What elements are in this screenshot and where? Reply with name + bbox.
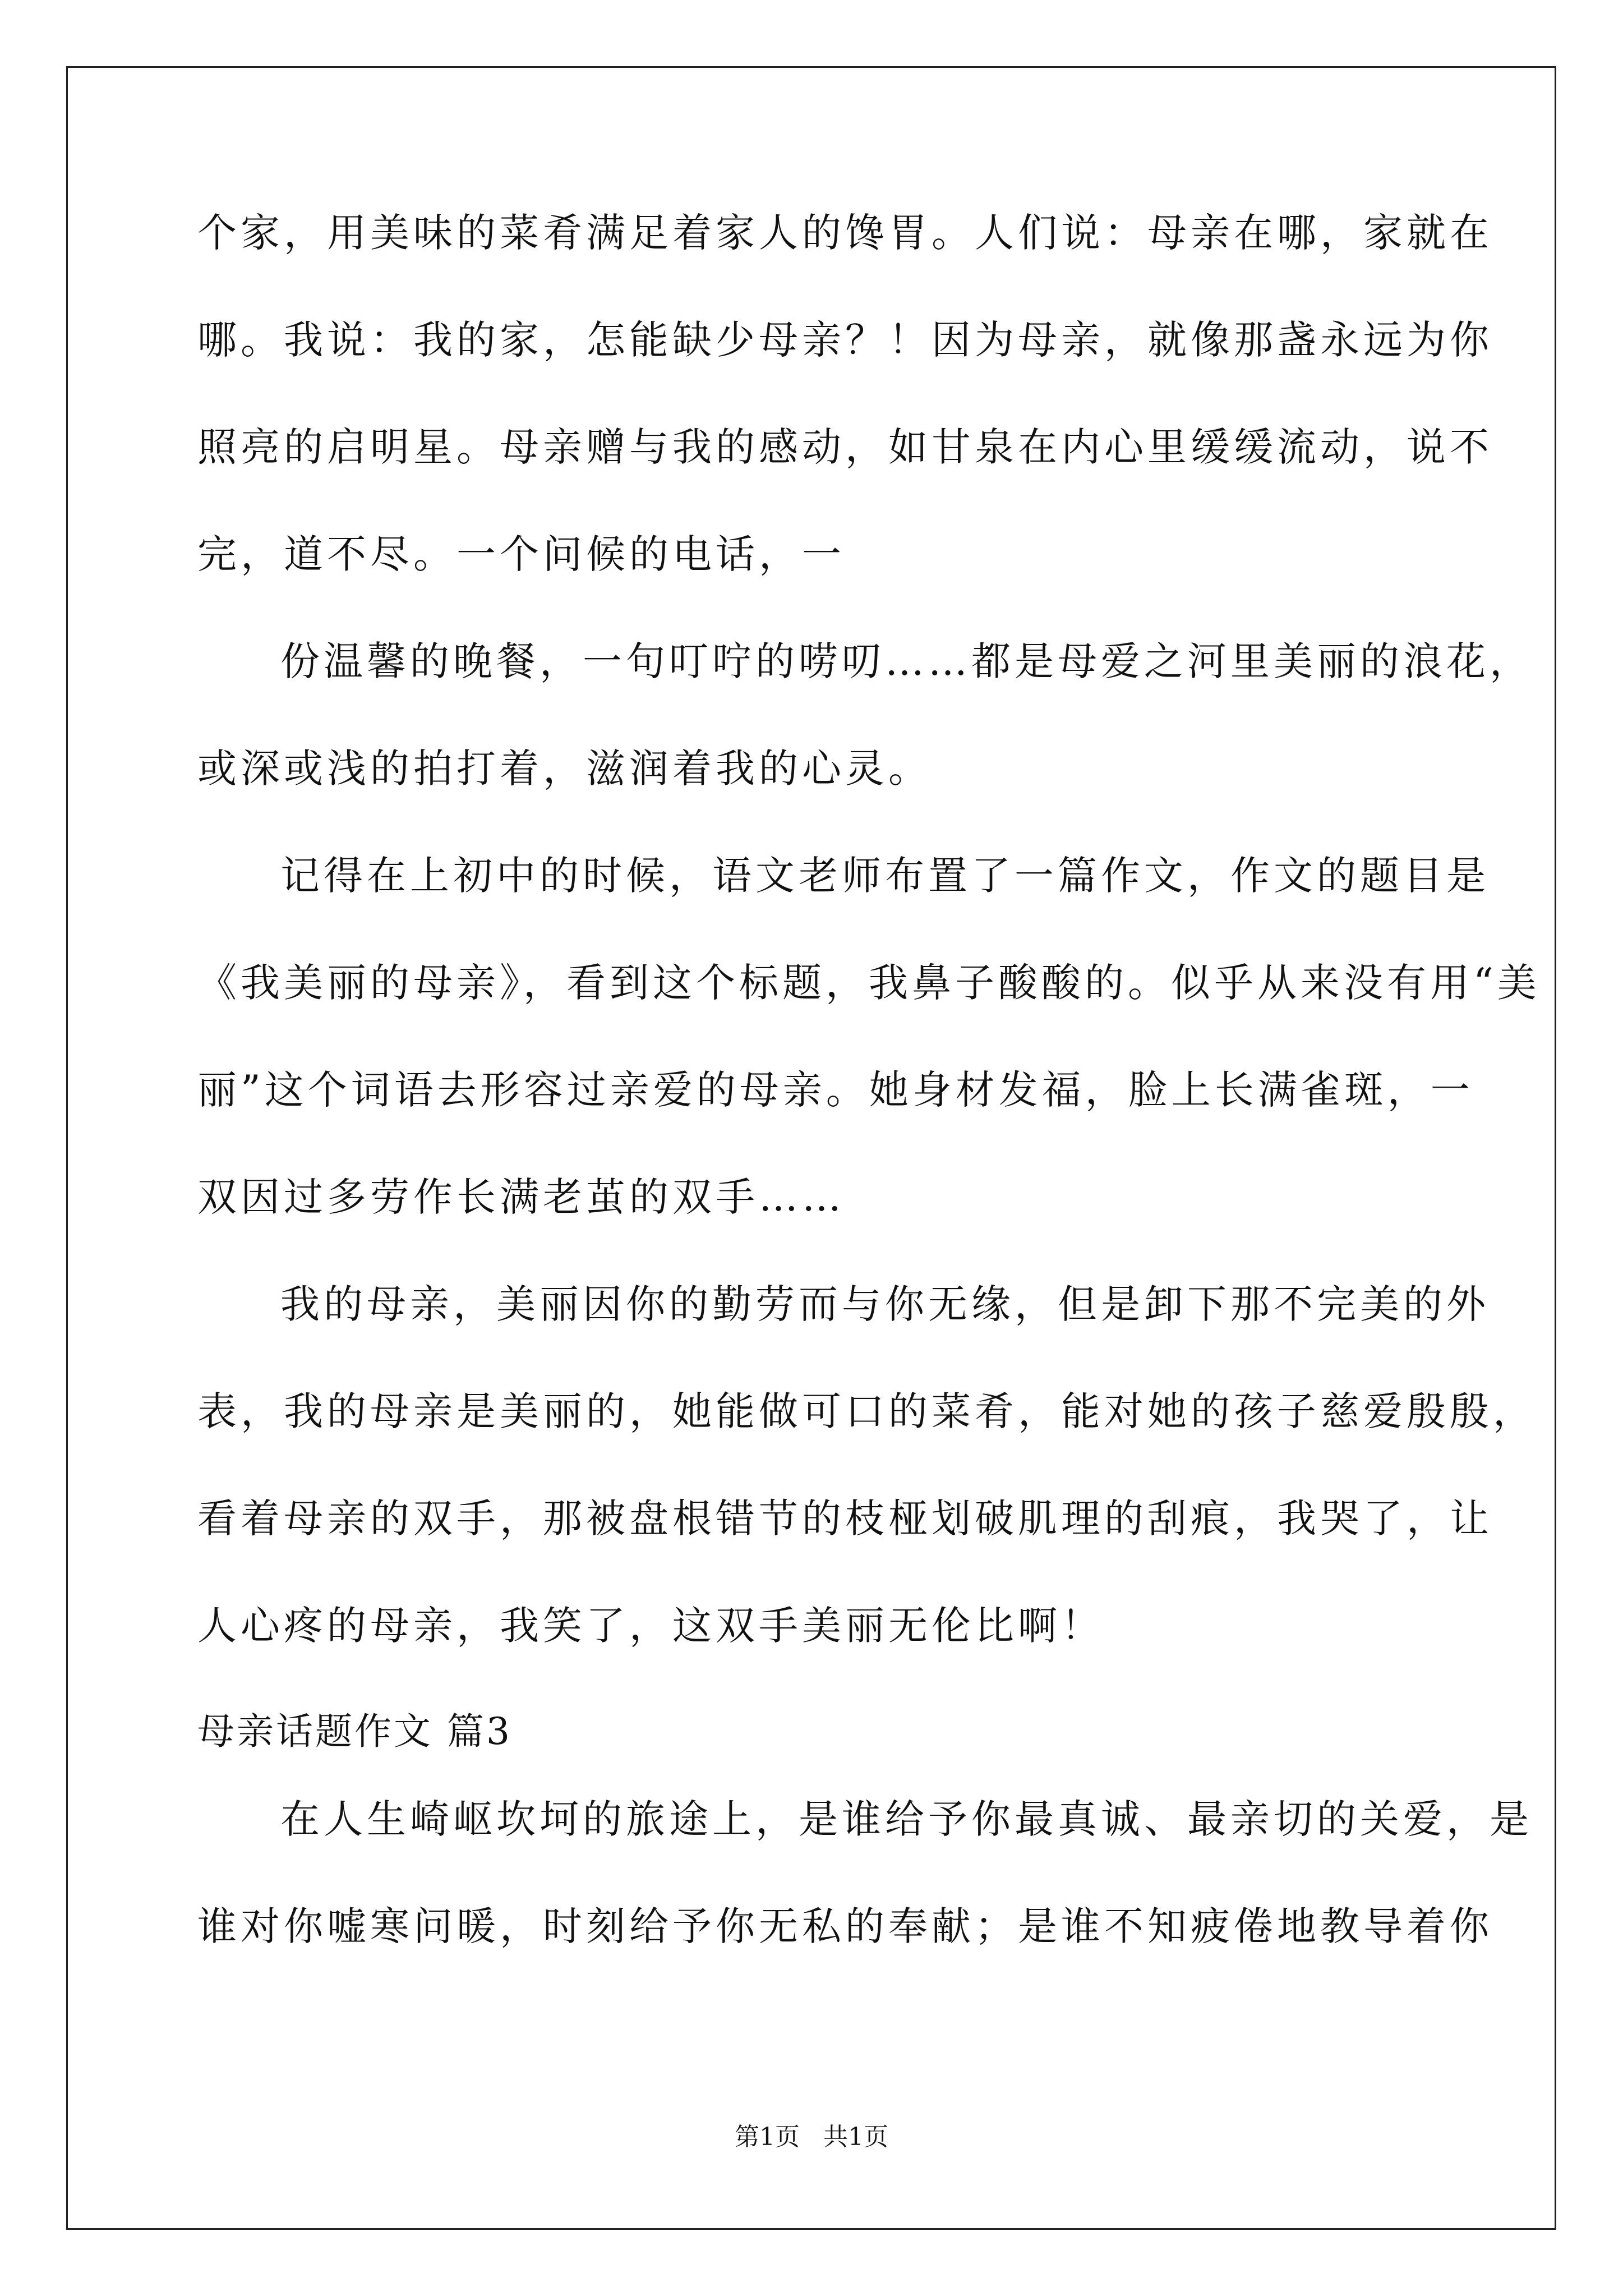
text-line: 人心疼的母亲，我笑了，这双手美丽无伦比啊！ xyxy=(197,1603,1104,1649)
text-line: 谁对你嘘寒问暖，时刻给予你无私的奉献；是谁不知疲倦地教导着你 xyxy=(197,1903,1493,1949)
text-line: 看着母亲的双手，那被盘根错节的枝桠划破肌理的刮痕，我哭了，让 xyxy=(197,1496,1493,1542)
text-line: 《我美丽的母亲》，看到这个标题，我鼻子酸酸的。似乎从来没有用“美 xyxy=(197,960,1541,1006)
paragraph-first-line: 我的母亲，美丽因你的勤劳而与你无缘，但是卸下那不完美的外 xyxy=(280,1281,1490,1327)
text-line: 照亮的启明星。母亲赠与我的感动，如甘泉在内心里缓缓流动，说不 xyxy=(197,424,1493,470)
paragraph-first-line: 份温馨的晚餐，一句叮咛的唠叨……都是母爱之河里美丽的浪花， xyxy=(280,638,1533,684)
text-line: 哪。我说：我的家，怎能缺少母亲？！因为母亲，就像那盏永远为你 xyxy=(197,317,1493,363)
page-footer: 第1页 共1页 xyxy=(735,2123,888,2151)
paragraph-first-line: 在人生崎岖坎坷的旅途上，是谁给予你最真诚、最亲切的关爱，是 xyxy=(280,1796,1533,1842)
text-line: 丽”这个词语去形容过亲爱的母亲。她身材发福，脸上长满雀斑，一 xyxy=(197,1067,1474,1113)
text-line: 双因过多劳作长满老茧的双手…… xyxy=(197,1174,845,1220)
text-line: 或深或浅的拍打着，滋润着我的心灵。 xyxy=(197,746,932,792)
paragraph-first-line: 记得在上初中的时候，语文老师布置了一篇作文，作文的题目是 xyxy=(280,853,1490,899)
document-body xyxy=(197,210,1541,2014)
text-line: 完，道不尽。一个问候的电话，一 xyxy=(197,531,845,577)
text-line: 个家，用美味的菜肴满足着家人的馋胃。人们说：母亲在哪，家就在 xyxy=(197,210,1493,256)
section-heading: 母亲话题作文 篇3 xyxy=(197,1710,512,1753)
text-line: 表，我的母亲是美丽的，她能做可口的菜肴，能对她的孩子慈爱殷殷， xyxy=(197,1388,1536,1434)
